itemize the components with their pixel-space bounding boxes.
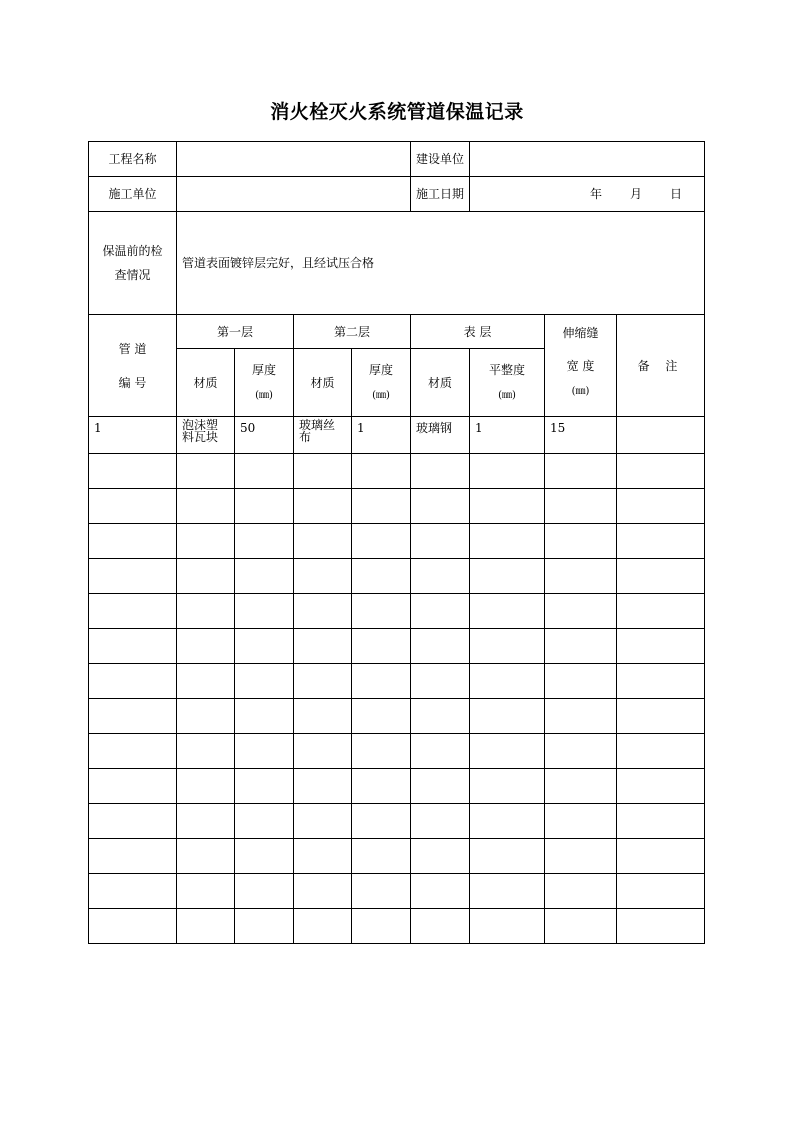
empty-cell <box>235 734 294 769</box>
table-row <box>89 699 705 734</box>
empty-cell <box>470 699 545 734</box>
empty-cell <box>89 489 177 524</box>
surface-flatness-header <box>470 349 545 417</box>
empty-cell <box>545 909 617 944</box>
pre-inspection-label-line1: 保温前的检 <box>102 244 163 258</box>
empty-cell <box>411 629 470 664</box>
layer1-thickness-label: 厚度 <box>251 362 276 377</box>
empty-cell <box>177 804 235 839</box>
empty-cell <box>294 769 352 804</box>
empty-cell <box>545 874 617 909</box>
empty-cell <box>545 769 617 804</box>
empty-cell <box>617 839 705 874</box>
layer2-thickness-label: 厚度 <box>368 362 393 377</box>
empty-cell <box>352 839 411 874</box>
empty-cell <box>177 769 235 804</box>
empty-cell <box>294 524 352 559</box>
empty-cell <box>177 629 235 664</box>
page-title: 消火栓灭火系统管道保温记录 <box>270 101 524 123</box>
pipe-number-header-line1: 管 道 <box>118 341 147 356</box>
owner-unit-label: 建设单位 <box>411 142 470 177</box>
empty-cell <box>294 699 352 734</box>
empty-cell <box>294 489 352 524</box>
empty-cell <box>294 874 352 909</box>
table-row <box>89 629 705 664</box>
project-name-label: 工程名称 <box>89 142 177 177</box>
empty-cell <box>294 454 352 489</box>
empty-cell <box>411 664 470 699</box>
project-name-value <box>177 142 411 177</box>
empty-cell <box>235 909 294 944</box>
remark-header: 备 注 <box>617 315 705 417</box>
construction-unit-value <box>177 177 411 212</box>
empty-cell <box>617 664 705 699</box>
empty-cell <box>411 804 470 839</box>
surface-flatness-unit: (㎜) <box>498 389 516 401</box>
pipe-number-header <box>89 315 177 417</box>
empty-cell <box>352 874 411 909</box>
empty-cell <box>89 874 177 909</box>
empty-cell <box>235 699 294 734</box>
empty-cell <box>411 769 470 804</box>
empty-cell <box>177 909 235 944</box>
empty-cell <box>235 804 294 839</box>
table-row <box>89 524 705 559</box>
empty-cell <box>89 594 177 629</box>
pre-inspection-row <box>89 212 705 315</box>
surface-layer-header: 表 层 <box>411 315 545 349</box>
empty-cell <box>545 454 617 489</box>
empty-cell <box>294 664 352 699</box>
empty-cell <box>294 909 352 944</box>
row1-pipe-no: 1 <box>89 417 177 454</box>
info-row-2 <box>89 177 705 212</box>
empty-cell <box>617 769 705 804</box>
empty-cell <box>617 804 705 839</box>
empty-cell <box>470 489 545 524</box>
empty-cell <box>89 839 177 874</box>
pre-inspection-label-line2: 查情况 <box>114 268 151 282</box>
empty-cell <box>545 629 617 664</box>
empty-cell <box>294 839 352 874</box>
row1-layer1-thickness: 50 <box>235 417 294 454</box>
empty-cell <box>411 559 470 594</box>
surface-material-header: 材质 <box>411 349 470 417</box>
empty-cell <box>411 524 470 559</box>
empty-cell <box>177 734 235 769</box>
empty-cell <box>235 629 294 664</box>
row1-surface-flatness: 1 <box>470 417 545 454</box>
layer2-header: 第二层 <box>294 315 411 349</box>
empty-cell <box>470 664 545 699</box>
empty-cell <box>235 524 294 559</box>
table-row <box>89 734 705 769</box>
construction-unit-label: 施工单位 <box>89 177 177 212</box>
empty-cell <box>470 629 545 664</box>
insulation-record-table <box>88 141 705 944</box>
expansion-header-line1: 伸缩缝 <box>562 326 599 340</box>
empty-cell <box>235 559 294 594</box>
owner-unit-value <box>470 142 705 177</box>
row1-layer2-thickness: 1 <box>352 417 411 454</box>
empty-cell <box>545 524 617 559</box>
empty-cell <box>470 454 545 489</box>
empty-cell <box>177 559 235 594</box>
empty-cell <box>352 559 411 594</box>
empty-cell <box>89 454 177 489</box>
empty-cell <box>617 594 705 629</box>
info-row-1 <box>89 142 705 177</box>
layer2-thickness-unit: (㎜) <box>372 389 390 401</box>
empty-cell <box>470 839 545 874</box>
empty-cell <box>294 594 352 629</box>
empty-cell <box>352 664 411 699</box>
expansion-header-line2: 宽 度 <box>566 359 595 373</box>
empty-cell <box>545 489 617 524</box>
row1-layer2-material: 玻璃丝布 <box>294 417 352 454</box>
empty-cell <box>617 629 705 664</box>
empty-cell <box>545 699 617 734</box>
empty-cell <box>235 769 294 804</box>
table-row <box>89 909 705 944</box>
empty-cell <box>294 734 352 769</box>
empty-cell <box>294 804 352 839</box>
layer1-thickness-header <box>235 349 294 417</box>
layer2-thickness-header <box>352 349 411 417</box>
empty-cell <box>411 489 470 524</box>
empty-cell <box>545 839 617 874</box>
empty-cell <box>177 839 235 874</box>
surface-flatness-label: 平整度 <box>488 362 525 377</box>
empty-cell <box>470 874 545 909</box>
empty-cell <box>470 524 545 559</box>
empty-cell <box>617 699 705 734</box>
table-row <box>89 874 705 909</box>
empty-cell <box>235 664 294 699</box>
empty-cell <box>617 559 705 594</box>
construction-date-value <box>470 177 705 212</box>
layer1-header: 第一层 <box>177 315 294 349</box>
empty-cell <box>89 559 177 594</box>
table-row <box>89 839 705 874</box>
empty-cell <box>177 524 235 559</box>
empty-cell <box>177 664 235 699</box>
empty-cell <box>411 839 470 874</box>
year-label: 年 <box>589 187 602 201</box>
empty-cell <box>617 489 705 524</box>
construction-date-label: 施工日期 <box>411 177 470 212</box>
layer1-material-header: 材质 <box>177 349 235 417</box>
empty-cell <box>617 909 705 944</box>
expansion-joint-header <box>545 315 617 417</box>
empty-cell <box>411 734 470 769</box>
empty-cell <box>545 804 617 839</box>
row1-surface-material: 玻璃钢 <box>411 417 470 454</box>
empty-cell <box>89 804 177 839</box>
empty-cell <box>89 769 177 804</box>
empty-cell <box>235 454 294 489</box>
pipe-number-header-line2: 编 号 <box>118 375 147 390</box>
empty-cell <box>617 454 705 489</box>
empty-cell <box>545 559 617 594</box>
empty-cell <box>177 874 235 909</box>
layer1-thickness-unit: (㎜) <box>255 389 273 401</box>
empty-cell <box>545 734 617 769</box>
empty-cell <box>470 559 545 594</box>
empty-cell <box>89 909 177 944</box>
empty-cell <box>470 804 545 839</box>
empty-cell <box>352 769 411 804</box>
empty-cell <box>352 804 411 839</box>
table-row <box>89 804 705 839</box>
table-row <box>89 664 705 699</box>
empty-cell <box>411 594 470 629</box>
table-row <box>89 417 705 454</box>
empty-cell <box>545 594 617 629</box>
empty-cell <box>177 594 235 629</box>
empty-cell <box>89 664 177 699</box>
table-row <box>89 594 705 629</box>
empty-cell <box>352 629 411 664</box>
empty-cell <box>411 699 470 734</box>
empty-cell <box>235 489 294 524</box>
header-row-1 <box>89 315 705 349</box>
empty-cell <box>352 454 411 489</box>
empty-cell <box>470 734 545 769</box>
empty-cell <box>470 769 545 804</box>
empty-cell <box>235 839 294 874</box>
empty-cell <box>235 874 294 909</box>
empty-cell <box>177 454 235 489</box>
row1-remark <box>617 417 705 454</box>
empty-cell <box>352 909 411 944</box>
pre-inspection-value: 管道表面镀锌层完好，且经试压合格 <box>177 212 705 315</box>
pre-inspection-label <box>89 212 177 315</box>
table-row <box>89 454 705 489</box>
empty-cell <box>352 594 411 629</box>
empty-cell <box>617 734 705 769</box>
empty-cell <box>411 874 470 909</box>
day-label: 日 <box>670 187 683 201</box>
empty-cell <box>89 734 177 769</box>
empty-cell <box>89 699 177 734</box>
empty-cell <box>89 524 177 559</box>
empty-cell <box>235 594 294 629</box>
table-row <box>89 769 705 804</box>
empty-cell <box>470 909 545 944</box>
empty-cell <box>617 524 705 559</box>
layer2-material-header: 材质 <box>294 349 352 417</box>
expansion-unit: (㎜) <box>571 386 590 397</box>
empty-cell <box>89 629 177 664</box>
empty-cell <box>294 629 352 664</box>
empty-cell <box>177 489 235 524</box>
empty-cell <box>294 559 352 594</box>
table-row <box>89 489 705 524</box>
empty-cell <box>177 699 235 734</box>
month-label: 月 <box>630 187 643 201</box>
empty-cell <box>352 699 411 734</box>
row1-layer1-material: 泡沫塑料瓦块 <box>177 417 235 454</box>
table-row <box>89 559 705 594</box>
empty-cell <box>411 454 470 489</box>
empty-cell <box>617 874 705 909</box>
empty-cell <box>352 524 411 559</box>
empty-cell <box>352 489 411 524</box>
empty-cell <box>545 664 617 699</box>
empty-cell <box>411 909 470 944</box>
empty-cell <box>470 594 545 629</box>
row1-expansion-width: 15 <box>545 417 617 454</box>
empty-cell <box>352 734 411 769</box>
